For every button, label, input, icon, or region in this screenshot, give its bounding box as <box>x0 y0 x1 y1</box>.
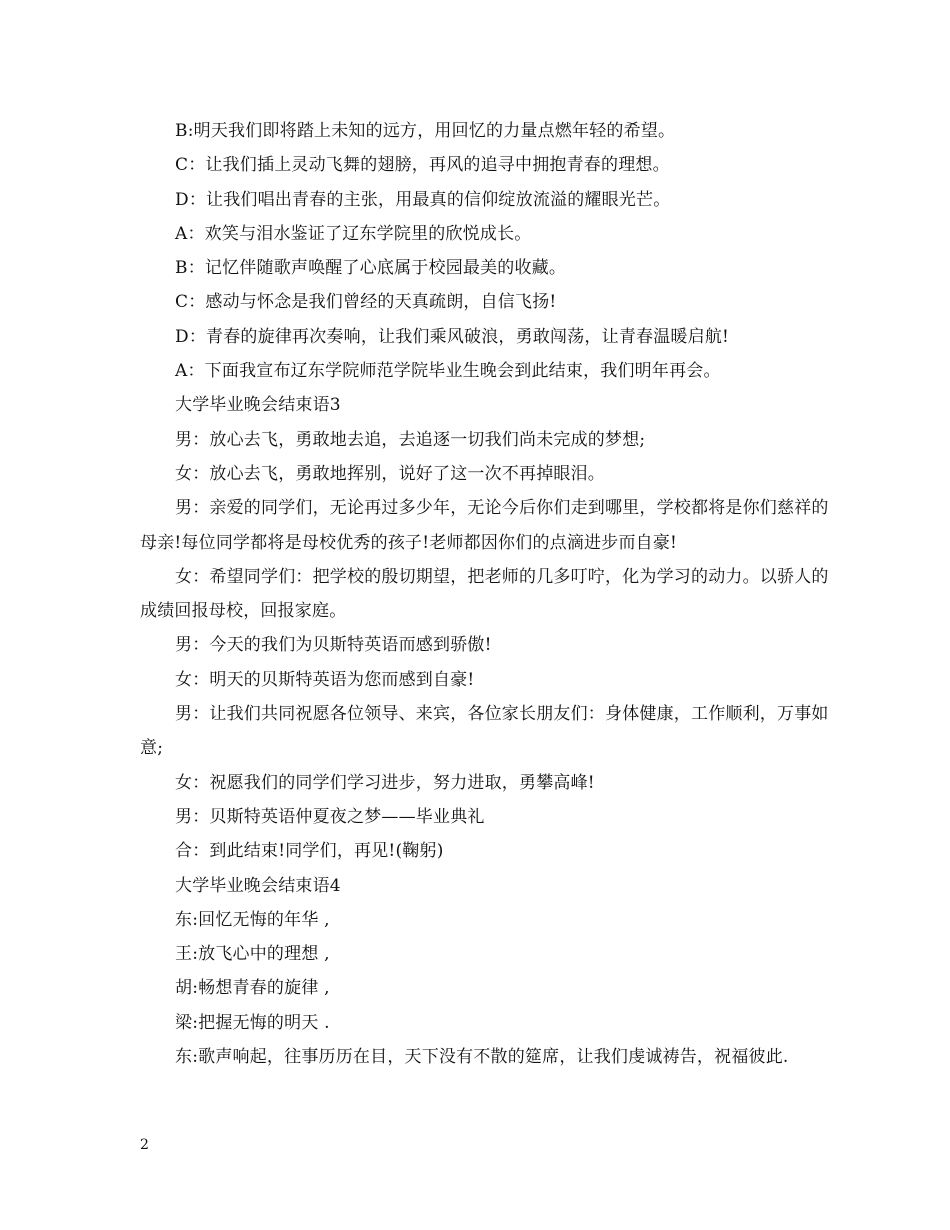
paragraph: 男：放心去飞，勇敢地去追，去追逐一切我们尚未完成的梦想; <box>175 429 646 450</box>
paragraph: 合：到此结束!同学们，再见!(鞠躬) <box>175 841 444 862</box>
page-number: 2 <box>140 1137 149 1153</box>
paragraph: 女：明天的贝斯特英语为您而感到自豪! <box>175 669 475 690</box>
paragraph: A：欢笑与泪水鉴证了辽东学院里的欣悦成长。 <box>175 223 532 244</box>
paragraph: D：青春的旋律再次奏响，让我们乘风破浪，勇敢闯荡，让青春温暖启航! <box>175 326 730 347</box>
paragraph: 胡:畅想青春的旋律 , <box>175 978 330 999</box>
paragraph: 东:歌声响起，往事历历在目，天下没有不散的筵席，让我们虔诚祷告，祝福彼此. <box>175 1047 789 1068</box>
paragraph: 男：贝斯特英语仲夏夜之梦——毕业典礼 <box>175 806 485 827</box>
paragraph: 女：放心去飞，勇敢地挥别，说好了这一次不再掉眼泪。 <box>175 463 605 484</box>
section-heading: 大学毕业晚会结束语3 <box>175 395 341 416</box>
document-body <box>140 114 830 1074</box>
paragraph: 女：祝愿我们的同学们学习进步，努力进取，勇攀高峰! <box>175 772 595 793</box>
paragraph: A：下面我宣布辽东学院师范学院毕业生晚会到此结束，我们明年再会。 <box>175 361 721 382</box>
paragraph: B：记忆伴随歌声唤醒了心底属于校园最美的收藏。 <box>175 258 567 279</box>
paragraph: C：让我们插上灵动飞舞的翅膀，再风的追寻中拥抱青春的理想。 <box>175 155 670 176</box>
paragraph: 东:回忆无悔的年华 , <box>175 909 330 930</box>
section-heading: 大学毕业晚会结束语4 <box>175 875 341 896</box>
paragraph: B:明天我们即将踏上未知的远方，用回忆的力量点燃年轻的希望。 <box>175 121 676 141</box>
paragraph: C：感动与怀念是我们曾经的天真疏朗，自信飞扬! <box>175 292 557 313</box>
paragraph: D：让我们唱出青春的主张，用最真的信仰绽放流溢的耀眼光芒。 <box>175 189 671 210</box>
paragraph: 男：今天的我们为贝斯特英语而感到骄傲! <box>175 635 492 656</box>
paragraph: 男：让我们共同祝愿各位领导、来宾，各位家长朋友们：身体健康，工作顺利，万事如意; <box>140 704 829 759</box>
paragraph: 王:放飞心中的理想 , <box>175 944 330 965</box>
paragraph: 梁:把握无悔的明天 . <box>175 1012 330 1033</box>
paragraph: 男：亲爱的同学们，无论再过多少年，无论今后你们走到哪里，学校都将是你们慈祥的母亲!每位同学都将是母校优秀的孩子!老师都因你们的点滴进步而自豪! <box>140 498 829 553</box>
paragraph: 女：希望同学们：把学校的殷切期望，把老师的几多叮咛，化为学习的动力。以骄人的成绩回报母校，回报家庭。 <box>140 566 829 622</box>
